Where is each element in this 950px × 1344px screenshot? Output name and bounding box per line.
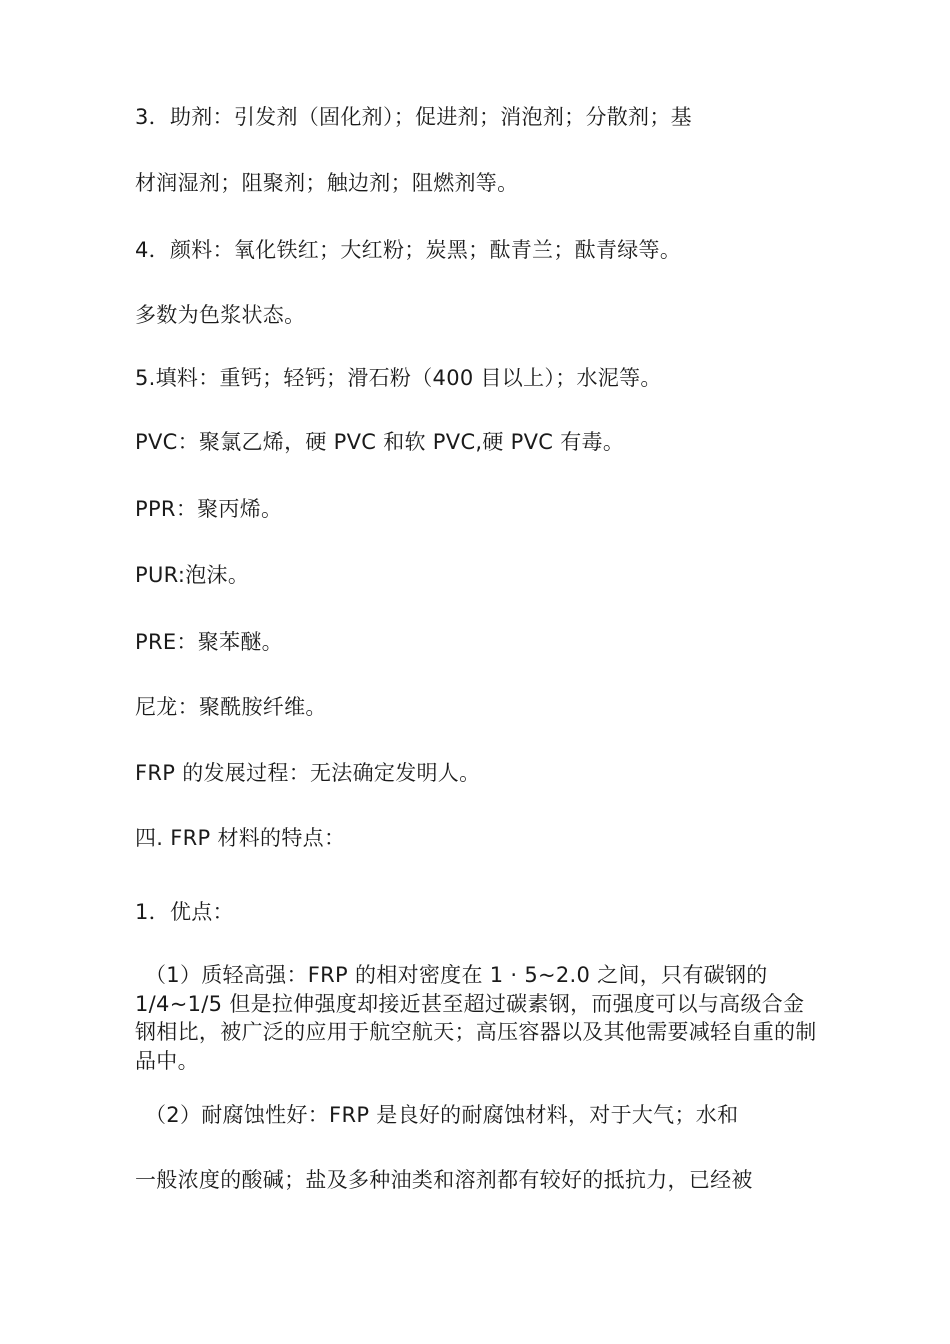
text-line-frp-history: FRP 的发展过程：无法确定发明人。 xyxy=(135,761,481,785)
paragraph-light-high-strength: （1）质轻高强：FRP 的相对密度在 1 · 5~2.0 之间，只有碳钢的 1/4~1/5 但是拉伸强度却接近甚至超过碳素钢，而强度可以与高级合金钢相比，被广泛的应用于航空航天；高压容器以及其他需要减轻自重的制品中。 xyxy=(135,963,817,1073)
text-line-ppr: PPR：聚丙烯。 xyxy=(135,497,283,521)
text-line-pre: PRE：聚苯醚。 xyxy=(135,630,283,654)
subheading-advantages: 1．优点： xyxy=(135,900,234,924)
text-line-corrosion-resistance-cont: 一般浓度的酸碱；盐及多种油类和溶剂都有较好的抵抗力，已经被 xyxy=(135,1168,753,1192)
text-line-nylon: 尼龙：聚酰胺纤维。 xyxy=(135,695,327,719)
text-line-pigments: 4．颜料：氧化铁红；大红粉；炭黑；酞青兰；酞青绿等。 xyxy=(135,238,682,262)
text-line-fillers: 5.填料：重钙；轻钙；滑石粉（400 目以上）；水泥等。 xyxy=(135,366,662,390)
text-line-pur: PUR:泡沫。 xyxy=(135,563,250,587)
text-line-pvc: PVC：聚氯乙烯，硬 PVC 和软 PVC,硬 PVC 有毒。 xyxy=(135,430,625,454)
text-line-pigments-cont: 多数为色浆状态。 xyxy=(135,303,306,327)
section-heading-frp-features: 四. FRP 材料的特点： xyxy=(135,826,346,850)
text-line-corrosion-resistance: （2）耐腐蚀性好：FRP 是良好的耐腐蚀材料，对于大气；水和 xyxy=(145,1103,739,1127)
text-line-additives: 3．助剂：引发剂（固化剂）；促进剂；消泡剂；分散剂；基 xyxy=(135,105,692,129)
text-line-additives-cont: 材润湿剂；阻聚剂；触边剂；阻燃剂等。 xyxy=(135,171,519,195)
